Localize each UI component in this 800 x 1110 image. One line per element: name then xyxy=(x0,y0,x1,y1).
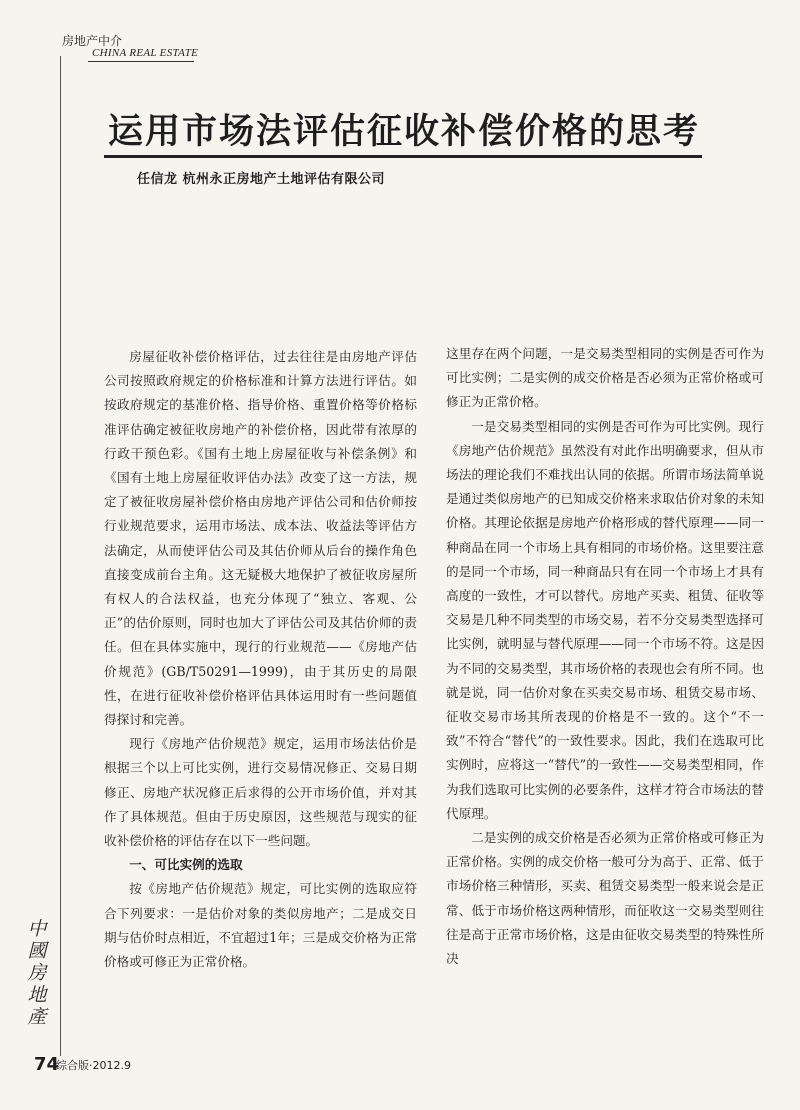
left-paragraph-2: 现行《房地产估价规范》规定，运用市场法估价是根据三个以上可比实例，进行交易情况修正、交易日期修正、房地产状况修正后求得的公开市场价值，并对其作了具体规范。但由于历史原因，这些规范与现实的征收补偿价格的评估存在以下一些问题。 xyxy=(104,736,417,849)
right-paragraph-1: 这里存在两个问题，一是交易类型相同的实例是否可作为可比实例；二是实例的成交价格是否必须为正常价格或可修正为正常价格。 xyxy=(446,346,764,410)
right-paragraph-3: 二是实例的成交价格是否必须为正常价格或可修正为正常价格。实例的成交价格一般可分为高于、正常、低于市场价格三种情形，买卖、租赁交易类型一般来说会是正常、低于市场价格这两种情形，而征收这一交易类型则往往是高于正常市场价格，这是由征收交易类型的特殊性所决 xyxy=(446,830,764,967)
section-label-cn: 房地产中介 xyxy=(62,34,123,48)
title-underline xyxy=(104,155,702,158)
right-column xyxy=(446,342,764,971)
left-column xyxy=(104,345,417,974)
section-label-en: CHINA REAL ESTATE xyxy=(92,47,199,59)
magazine-vertical-logo: 中國房地產 xyxy=(27,918,47,1028)
article-author: 任信龙 杭州永正房地产土地评估有限公司 xyxy=(137,172,386,187)
left-paragraph-3: 按《房地产估价规范》规定，可比实例的选取应符合下列要求：一是估价对象的类似房地产；二是成交日期与估价时点相近，不宜超过1年；三是成交价格为正常价格或可修正为正常价格。 xyxy=(104,881,417,970)
left-margin-rule xyxy=(60,56,61,1056)
issue-label: 综合版·2012.9 xyxy=(56,1059,131,1072)
article-title: 运用市场法评估征收补偿价格的思考 xyxy=(108,112,701,152)
left-paragraph-1: 房屋征收补偿价格评估，过去往往是由房地产评估公司按照政府规定的价格标准和计算方法进行评估。如按政府规定的基准价格、指导价格、重置价格等价格标准评估确定被征收房地产的补偿价格，因此带有浓厚的行政干预色彩。《国有土地上房屋征收与补偿条例》和《国有土地上房屋征收评估办法》改变了这一方法，规定了被征收房屋补偿价格由房地产评估公司和估价师按行业规范要求，运用市场法、成本法、收益法等评估方法确定，从而使评估公司及其估价师从后台的操作角色直接变成前台主角。这无疑极大地保护了被征收房屋所有权人的合法权益，也充分体现了“独立、客观、公正”的估价原则，同时也加大了评估公司及其估价师的责任。但在具体实施中，现行的行业规范——《房地产估价规范》(GB/T50291—1999)，由于其历史的局限性，在进行征收补偿价格评估具体运用时有一些问题值得探讨和完善。 xyxy=(104,349,417,728)
section-heading: 一、可比实例的选取 xyxy=(129,857,243,873)
header-underline xyxy=(88,61,194,62)
right-paragraph-2: 一是交易类型相同的实例是否可作为可比实例。现行《房地产估价规范》虽然没有对此作出明确要求，但从市场法的理论我们不难找出认同的依据。所谓市场法简单说是通过类似房地产的已知成交价格来求取估价对象的未知价格。其理论依据是房地产价格形成的替代原理——同一种商品在同一个市场上具有相同的市场价格。这里要注意的是同一个市场，同一种商品只有在同一个市场上才具有高度的一致性，才可以替代。房地产买卖、租赁、征收等交易是几种不同类型的市场交易，若不分交易类型选择可比实例，就明显与替代原理——同一个市场不符。这是因为不同的交易类型，其市场价格的表现也会有所不同。也就是说，同一估价对象在买卖交易市场、租赁交易市场、征收交易市场其所表现的价格是不一致的。这个“不一致”不符合“替代”的一致性要求。因此，我们在选取可比实例时，应将这一“替代”的一致性——交易类型相同，作为我们选取可比实例的必要条件，这样才符合市场法的替代原理。 xyxy=(446,418,764,821)
page-number: 74 xyxy=(34,1054,60,1075)
